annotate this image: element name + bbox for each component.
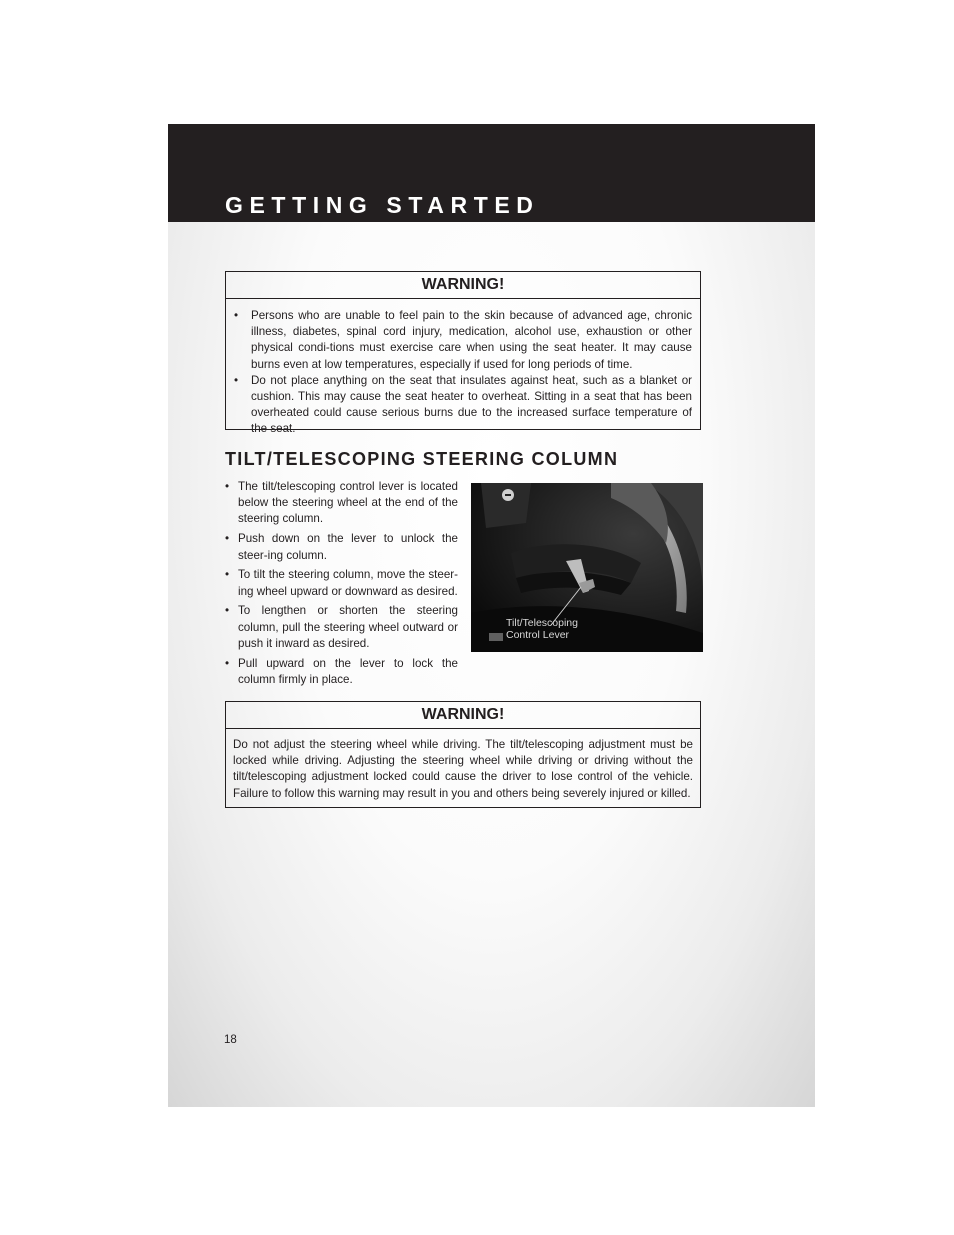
callout-line: Tilt/Telescoping (506, 617, 578, 629)
tilt-steps-list (225, 479, 458, 692)
step-item (225, 567, 458, 599)
tilt-section-heading: TILT/TELESCOPING STEERING COLUMN (225, 449, 619, 469)
step-item (225, 603, 458, 652)
warning-item-text: Persons who are unable to feel pain to the skin because of advanced age, chronic illness, diabetes, spinal cord injury, medication, alcohol use, exhaustion or other physical condi-tions must exercise care when using the seat heater. It may cause burns even at low temperatures, especially if used for long periods of time. (251, 309, 692, 371)
step-text: The tilt/telescoping control lever is located below the steering wheel at the end of the steering column. (238, 480, 458, 526)
bullet-icon: • (225, 480, 230, 493)
manual-page (168, 124, 815, 1107)
warning-item-text: Do not place anything on the seat that insulates against heat, such as a blanket or cushion. This may cause the seat heater to overheat. Sitting in a seat that has been overheated could cause serious burns due to the increased surface temperature of the seat. (251, 373, 692, 436)
steering-column-photo (471, 483, 703, 652)
page-number: 18 (224, 1034, 237, 1046)
warning-item (234, 308, 692, 373)
bullet-icon: • (225, 656, 230, 670)
step-item (225, 656, 458, 688)
section-title: GETTING STARTED (225, 192, 540, 218)
warning-box-steering (225, 701, 701, 808)
warning-body (226, 299, 700, 438)
warning-body: Do not adjust the steering wheel while driving. The tilt/telescoping adjustment must be locked while driving. Adjusting the steering wheel while driving or driving without the tilt/telescoping adjustment locked could cause the driver to lose control of the vehicle. Failure to follow this warning may result in you and others being severely injured or killed. (233, 738, 693, 800)
warning-title: WARNING! (226, 702, 700, 729)
bullet-icon: • (234, 309, 239, 322)
step-text: To tilt the steering column, move the steer-ing wheel upward or downward as desired. (238, 568, 458, 598)
step-text: Pull upward on the lever to lock the column firmly in place. (238, 656, 458, 686)
bullet-icon: • (234, 373, 239, 387)
step-item (225, 479, 458, 528)
warning-list (234, 308, 692, 438)
step-text: Push down on the lever to unlock the steer-ing column. (238, 532, 458, 562)
bullet-icon: • (225, 568, 230, 582)
warning-item (234, 373, 692, 438)
header-band (168, 124, 815, 222)
callout-line: Control Lever (506, 629, 570, 641)
step-item (225, 531, 458, 563)
step-text: To lengthen or shorten the steering column, pull the steering wheel outward or push it inward as desired. (238, 604, 458, 650)
bullet-icon: • (225, 532, 230, 546)
warning-title: WARNING! (226, 272, 700, 299)
photo-callout-label (506, 617, 578, 641)
warning-box-seat-heater (225, 271, 701, 436)
bullet-icon: • (225, 604, 230, 618)
